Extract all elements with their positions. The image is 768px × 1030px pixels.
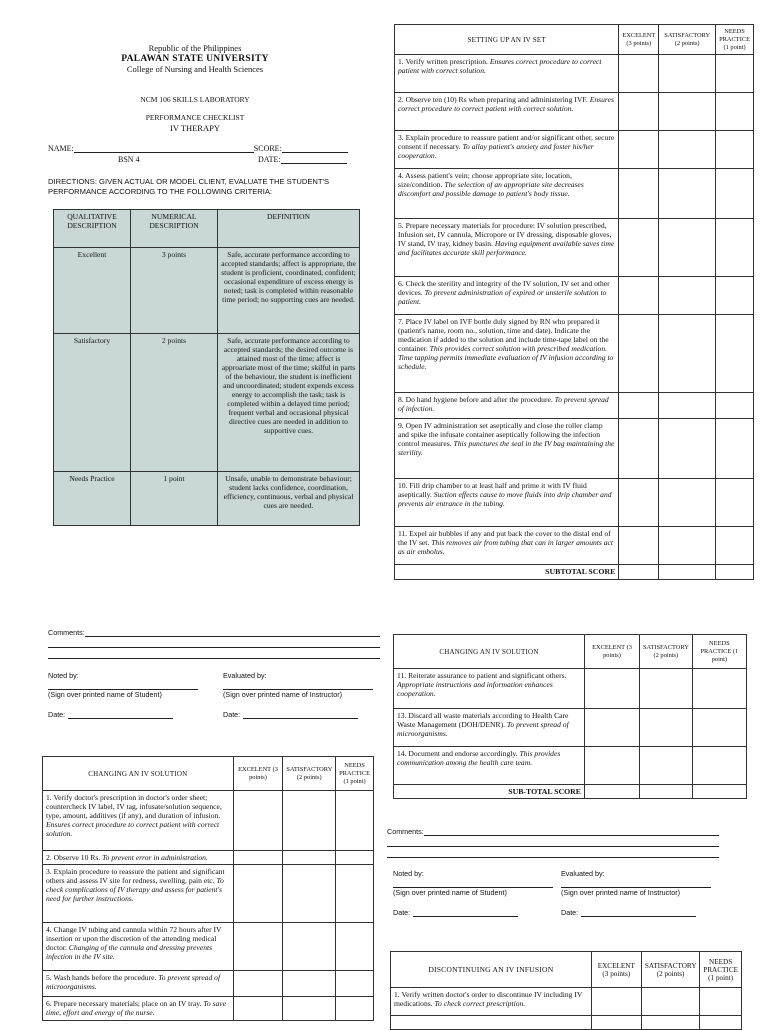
table-row <box>395 131 754 169</box>
col-needs-practice: NEEDS PRACTICE (1 point) <box>692 635 746 669</box>
score-cell[interactable] <box>716 419 754 479</box>
score-cell[interactable] <box>659 277 716 315</box>
criteria-numerical: 2 points <box>131 334 218 472</box>
comments-label: Comments: <box>48 628 85 637</box>
instructor-signature-field[interactable] <box>561 878 711 888</box>
table-row <box>395 55 754 93</box>
score-label: SCORE: <box>253 144 282 153</box>
step-text: 9. Open IV administration set aseptically and close the roller clamp and spike the infusate container aseptically following the infection control measures. <box>398 421 603 448</box>
rationale-text: Suction effects cause to move fluids into drip chamber and prevents air entrance in the tubing. <box>398 490 612 508</box>
date-label: Date: <box>561 908 579 917</box>
step-text: 5. Wash hands before the procedure. <box>46 973 157 982</box>
score-cell[interactable] <box>283 923 336 971</box>
evaluated-by-label: Evaluated by: <box>561 869 605 878</box>
date-label: Date: <box>393 908 411 917</box>
score-cell[interactable] <box>716 55 754 93</box>
rationale-text: Ensures correct procedure to correct patient with correct solution. <box>398 57 602 75</box>
name-label: NAME: <box>48 144 74 153</box>
criteria-row <box>54 472 360 526</box>
rationale-text: To prevent spread of infection. <box>398 395 609 413</box>
rationale-text: Appropriate instructions and information enhances cooperation. <box>397 680 553 698</box>
score-cell[interactable] <box>619 219 659 277</box>
step-text: 5. Prepare necessary materials for procedure: IV solution prescribed, Infusion set, IV cannula, Micropore or IV dressing, disposable gloves, IV stand, IV tray, kidney basin. <box>398 221 612 248</box>
subtotal-row <box>395 565 754 580</box>
rationale-text: To check complications of IV therapy and assess for patient's need for further instructions. <box>46 876 224 903</box>
criteria-numerical: 3 points <box>131 248 218 334</box>
republic-line: Republic of the Philippines <box>148 43 242 53</box>
score-cell[interactable] <box>336 997 374 1021</box>
step-text: 11. Reiterate assurance to patient and significant others. <box>397 671 567 680</box>
table-row <box>395 277 754 315</box>
table-row <box>43 791 374 851</box>
score-cell[interactable] <box>619 169 659 219</box>
score-cell[interactable] <box>659 565 716 580</box>
score-cell[interactable] <box>641 988 699 1016</box>
setup-iv-table <box>394 24 754 580</box>
comments-section-right <box>387 826 719 858</box>
score-cell[interactable] <box>640 709 693 747</box>
criteria-row <box>54 334 360 472</box>
rationale-text: This provides correct solution with prescribed medication. Time tapping permits immediate evaluation of IV infusion according to schedule. <box>398 344 614 371</box>
comments-line[interactable] <box>387 836 719 847</box>
criteria-qualitative: Excellent <box>54 248 131 334</box>
subtotal-row <box>394 785 747 799</box>
score-cell[interactable] <box>619 419 659 479</box>
step-text: 6. Prepare necessary materials; place on an IV tray. <box>46 999 202 1008</box>
score-cell[interactable] <box>640 747 693 785</box>
table-row <box>395 315 754 393</box>
score-cell[interactable] <box>716 93 754 131</box>
col-satisfactory: SATISFACTORY (2 points) <box>641 952 699 988</box>
rationale-text: To allay patient's anxiety and foster his/her cooperation. <box>398 142 594 160</box>
comments-line[interactable] <box>387 847 719 858</box>
criteria-qualitative: Satisfactory <box>54 334 131 472</box>
score-cell[interactable] <box>233 791 283 851</box>
date-label: Date: <box>223 710 241 719</box>
score-cell[interactable] <box>283 791 336 851</box>
score-cell[interactable] <box>585 709 640 747</box>
change-iv-table-right <box>393 634 747 799</box>
date-field[interactable] <box>413 907 518 917</box>
lab-title: NCM 106 SKILLS LABORATORY <box>140 95 250 104</box>
score-cell[interactable] <box>336 851 374 865</box>
noted-by-left <box>48 671 198 719</box>
score-cell[interactable] <box>692 669 746 709</box>
score-cell[interactable] <box>716 219 754 277</box>
document-header <box>90 43 300 74</box>
table-row <box>394 747 747 785</box>
col-satisfactory: SATISFACTORY (2 points) <box>640 635 693 669</box>
criteria-definition: Safe, accurate performance according to accepted standards; the desired outcome is attained most of the time; affect is approariate most of the time; skilful in parts of the behaviour, the student is inefficient and uncoordinated; student expends excess energy to accomplish the task; task is completed within a delayed time period; frequent verbal and occasional physical directive cues are needed in addition to supportive cues. <box>218 334 360 472</box>
score-cell[interactable] <box>619 55 659 93</box>
criteria-header-qualitative: QUALITATIVE DESCRIPTION <box>54 210 131 248</box>
score-cell[interactable] <box>659 131 716 169</box>
rationale-text: Ensures correct procedure to correct patient with correct solution. <box>398 95 614 113</box>
step-text: 8. Do hand hygiene before and after the procedure. <box>398 395 553 404</box>
table-row <box>395 93 754 131</box>
score-cell[interactable] <box>692 785 746 799</box>
step-text: 1. Verify written doctor's order to discontinue IV including IV medications. <box>394 990 583 1008</box>
score-cell[interactable] <box>716 277 754 315</box>
rationale-text: To prevent error in administration. <box>102 853 208 862</box>
table-row <box>395 219 754 277</box>
comments-label: Comments: <box>387 827 424 836</box>
evaluated-by-right <box>561 869 711 917</box>
score-cell[interactable] <box>659 169 716 219</box>
subtotal-label: SUB-TOTAL SCORE <box>394 785 585 799</box>
comments-line[interactable] <box>48 648 380 659</box>
noted-by-label: Noted by: <box>48 671 79 680</box>
score-cell[interactable] <box>659 315 716 393</box>
university-name: PALAWAN STATE UNIVERSITY <box>121 54 269 64</box>
step-text: 10. Fill drip chamber to at least half and prime it with IV fluid aseptically. <box>398 481 587 499</box>
score-cell[interactable] <box>585 785 640 799</box>
comments-section-left <box>48 627 380 659</box>
score-cell[interactable] <box>283 865 336 923</box>
score-cell[interactable] <box>619 93 659 131</box>
score-cell[interactable] <box>659 479 716 527</box>
table-row <box>395 527 754 565</box>
change-left-title: CHANGING AN IV SOLUTION <box>43 757 234 791</box>
instructor-sig-caption: (Sign over printed name of Instructor) <box>223 690 343 699</box>
rationale-text: This punctures the seal in the IV bag maintaining the sterility. <box>398 439 615 457</box>
rationale-text: The selection of an appropriate site decreases discomfort and possible damage to patient's body tissue. <box>398 180 584 198</box>
score-cell[interactable] <box>659 55 716 93</box>
student-sig-caption: (Sign over printed name of Student) <box>48 690 162 699</box>
step-text: 4. Assess patient's vein; choose appropriate site, location, size/condition. <box>398 171 572 189</box>
evaluated-by-label: Evaluated by: <box>223 671 267 680</box>
step-text: 2. Observe ten (10) Rs when preparing and administering IVF. <box>398 95 588 104</box>
col-excellent: EXCELENT (3 points) <box>233 757 283 791</box>
table-row <box>395 169 754 219</box>
criteria-numerical: 1 point <box>131 472 218 526</box>
subtotal-label: SUBTOTAL SCORE <box>395 565 619 580</box>
criteria-header-definition: DEFINITION <box>218 210 360 248</box>
score-cell[interactable] <box>336 971 374 997</box>
score-cell[interactable] <box>233 997 283 1021</box>
step-text: 1. Verify doctor's prescription in doctor's order sheet; countercheck IV label, IV tag, infusate/solution sequence, type, amount, additives (if any), and duration of infusion. <box>46 793 222 820</box>
col-satisfactory: SATISFACTORY (2 points) <box>283 757 336 791</box>
college-name: College of Nursing and Health Sciences <box>126 64 264 74</box>
table-row <box>394 709 747 747</box>
evaluated-by-left <box>223 671 373 719</box>
criteria-header-numerical: NUMERICAL DESCRIPTION <box>131 210 218 248</box>
score-cell[interactable] <box>716 393 754 419</box>
date-label: Date: <box>48 710 66 719</box>
col-needs-practice: NEEDS PRACTICE (1 point) <box>716 25 754 55</box>
score-cell[interactable] <box>640 669 693 709</box>
criteria-qualitative: Needs Practice <box>54 472 131 526</box>
discontinue-title: DISCONTINUING AN IV INFUSION <box>391 952 592 988</box>
score-cell[interactable] <box>716 479 754 527</box>
score-cell[interactable] <box>692 747 746 785</box>
rationale-text: Changing of the cannula and dressing prevents infection in the IV site. <box>46 943 213 961</box>
score-cell[interactable] <box>283 997 336 1021</box>
step-text: 1. Verify written prescription. <box>398 57 488 66</box>
score-cell[interactable] <box>591 988 641 1016</box>
col-excellent: EXCELENT (3 points) <box>585 635 640 669</box>
table-row <box>43 851 374 865</box>
rationale-text: Having equipment available saves time and facilitates accurate skill performance. <box>398 239 615 257</box>
score-cell[interactable] <box>233 923 283 971</box>
criteria-definition: Safe, accurate performance according to accepted standards; affect is appropriate, the student is proficient, coordinated, confident; occasional expenditure of excess energy is noted; task is completed within reasonable time period; no supporting cues are needed. <box>218 248 360 334</box>
score-cell[interactable] <box>716 565 754 580</box>
date-label: DATE: <box>258 155 281 164</box>
score-cell[interactable] <box>716 131 754 169</box>
rationale-text: To prevent spread of microorganisms. <box>46 973 221 991</box>
step-text: 3. Explain procedure to reassure patient and/or significant other, secure consent if necessary. <box>398 133 615 151</box>
rationale-text: Ensures correct procedure to correct patient with correct solution. <box>46 820 220 838</box>
score-field[interactable] <box>282 152 348 153</box>
score-cell[interactable] <box>283 971 336 997</box>
table-row <box>395 393 754 419</box>
score-cell[interactable] <box>641 1016 699 1030</box>
col-needs-practice: NEEDS PRACTICE (1 point) <box>700 952 742 988</box>
comments-field[interactable] <box>85 627 380 637</box>
table-row <box>391 988 742 1016</box>
score-cell[interactable] <box>619 131 659 169</box>
rationale-text: This removes air from tubing that can in larger amounts act as air embolus. <box>398 538 614 556</box>
score-cell[interactable] <box>659 419 716 479</box>
student-signature-field[interactable] <box>48 680 198 690</box>
criteria-table <box>53 209 360 526</box>
student-info <box>48 144 360 164</box>
score-cell[interactable] <box>716 527 754 565</box>
table-row <box>43 865 374 923</box>
score-cell[interactable] <box>659 393 716 419</box>
score-cell[interactable] <box>336 923 374 971</box>
topic-title: IV THERAPY <box>170 123 220 133</box>
score-cell[interactable] <box>716 169 754 219</box>
col-satisfactory: SATISFACTORY (2 points) <box>659 25 716 55</box>
name-field[interactable] <box>74 152 254 153</box>
date-field[interactable] <box>68 709 173 719</box>
col-excellent: EXCELENT (3 points) <box>619 25 659 55</box>
step-text: 11. Expel air bubbles if any and put back the cover to the distal end of the IV set. <box>398 529 611 547</box>
noted-by-right <box>393 869 553 917</box>
change-right-title: CHANGING AN IV SOLUTION <box>394 635 585 669</box>
score-cell[interactable] <box>283 851 336 865</box>
date-field[interactable] <box>243 709 358 719</box>
noted-by-label: Noted by: <box>393 869 424 878</box>
comments-field[interactable] <box>424 826 719 836</box>
table-row <box>43 923 374 971</box>
score-cell[interactable] <box>659 219 716 277</box>
step-text: 14. Document and endorse accordingly. <box>397 749 518 758</box>
step-text: 2. Observe 10 Rs. <box>46 853 101 862</box>
score-cell[interactable] <box>659 93 716 131</box>
student-signature-field[interactable] <box>393 878 553 888</box>
score-cell[interactable] <box>336 791 374 851</box>
table-row <box>43 971 374 997</box>
score-cell[interactable] <box>700 1016 742 1030</box>
criteria-row <box>54 248 360 334</box>
rationale-text: To prevent administration of expired or unsterile solution to patient. <box>398 288 607 306</box>
score-cell[interactable] <box>585 747 640 785</box>
col-excellent: EXCELENT (3 points) <box>591 952 641 988</box>
rationale-text: To check correct prescription. <box>434 999 526 1008</box>
score-cell[interactable] <box>619 393 659 419</box>
criteria-definition: Unsafe, unable to demonstrate behaviour; student lacks confidence, coordination, efficiency, continuous, verbal and physical cues are needed. <box>218 472 360 526</box>
score-cell[interactable] <box>233 851 283 865</box>
step-text: 6. Check the sterility and integrity of the IV solution, IV set and other devices. <box>398 279 610 297</box>
score-cell[interactable] <box>640 785 693 799</box>
score-cell[interactable] <box>619 565 659 580</box>
table-row <box>394 669 747 709</box>
score-cell[interactable] <box>591 1016 641 1030</box>
score-cell[interactable] <box>233 971 283 997</box>
score-cell[interactable] <box>619 315 659 393</box>
table-row <box>395 419 754 479</box>
instructor-sig-caption: (Sign over printed name of Instructor) <box>561 888 681 897</box>
change-iv-table-left <box>42 756 374 1021</box>
directions-text: DIRECTIONS: GIVEN ACTUAL OR MODEL CLIENT, EVALUATE THE STUDENT'S PERFORMANCE ACCORDING TO THE FOLLOWING CRITERIA: <box>48 177 330 196</box>
score-cell[interactable] <box>692 709 746 747</box>
checklist-title: PERFORMANCE CHECKLIST <box>145 113 245 122</box>
rationale-text: To save time, effort and energy of the nurse. <box>46 999 227 1017</box>
step-text: 7. Place IV label on IVF bottle duly signed by RN who prepared it (patient's name, room no., solution, time and date). Indicate the medication if added to the solution and include time-tape label on the container. <box>398 317 609 353</box>
student-sig-caption: (Sign over printed name of Student) <box>393 888 507 897</box>
table-row <box>43 997 374 1021</box>
score-cell[interactable] <box>700 988 742 1016</box>
comments-line[interactable] <box>48 637 380 648</box>
setup-table-title: SETTING UP AN IV SET <box>395 25 619 55</box>
discontinue-iv-table <box>390 951 742 1030</box>
score-cell[interactable] <box>659 527 716 565</box>
score-cell[interactable] <box>619 479 659 527</box>
step-text: 3. Explain procedure to reassure the patient and significant others and assess IV site for redness, swelling, pain etc. <box>46 867 225 885</box>
score-cell[interactable] <box>585 669 640 709</box>
rationale-text: To prevent spread of microorganisms. <box>397 720 569 738</box>
score-cell[interactable] <box>336 865 374 923</box>
score-cell[interactable] <box>619 527 659 565</box>
course-label: BSN 4 <box>118 155 140 164</box>
step-text: 13. Discard all waste materials according to Health Care Waste Management (DOH/DENR). <box>397 711 569 729</box>
table-row <box>391 1016 742 1030</box>
col-needs-practice: NEEDS PRACTICE (1 point) <box>336 757 374 791</box>
instructor-signature-field[interactable] <box>223 680 373 690</box>
date-field[interactable] <box>281 163 347 164</box>
table-row <box>395 479 754 527</box>
date-field[interactable] <box>581 907 696 917</box>
step-text: 4. Change IV tubing and cannula within 72 hours after IV insertion or upon the discretion of the attending medical doctor. <box>46 925 222 952</box>
score-cell[interactable] <box>619 277 659 315</box>
rationale-text: This provides communication among the health care team. <box>397 749 561 767</box>
score-cell[interactable] <box>716 315 754 393</box>
score-cell[interactable] <box>233 865 283 923</box>
